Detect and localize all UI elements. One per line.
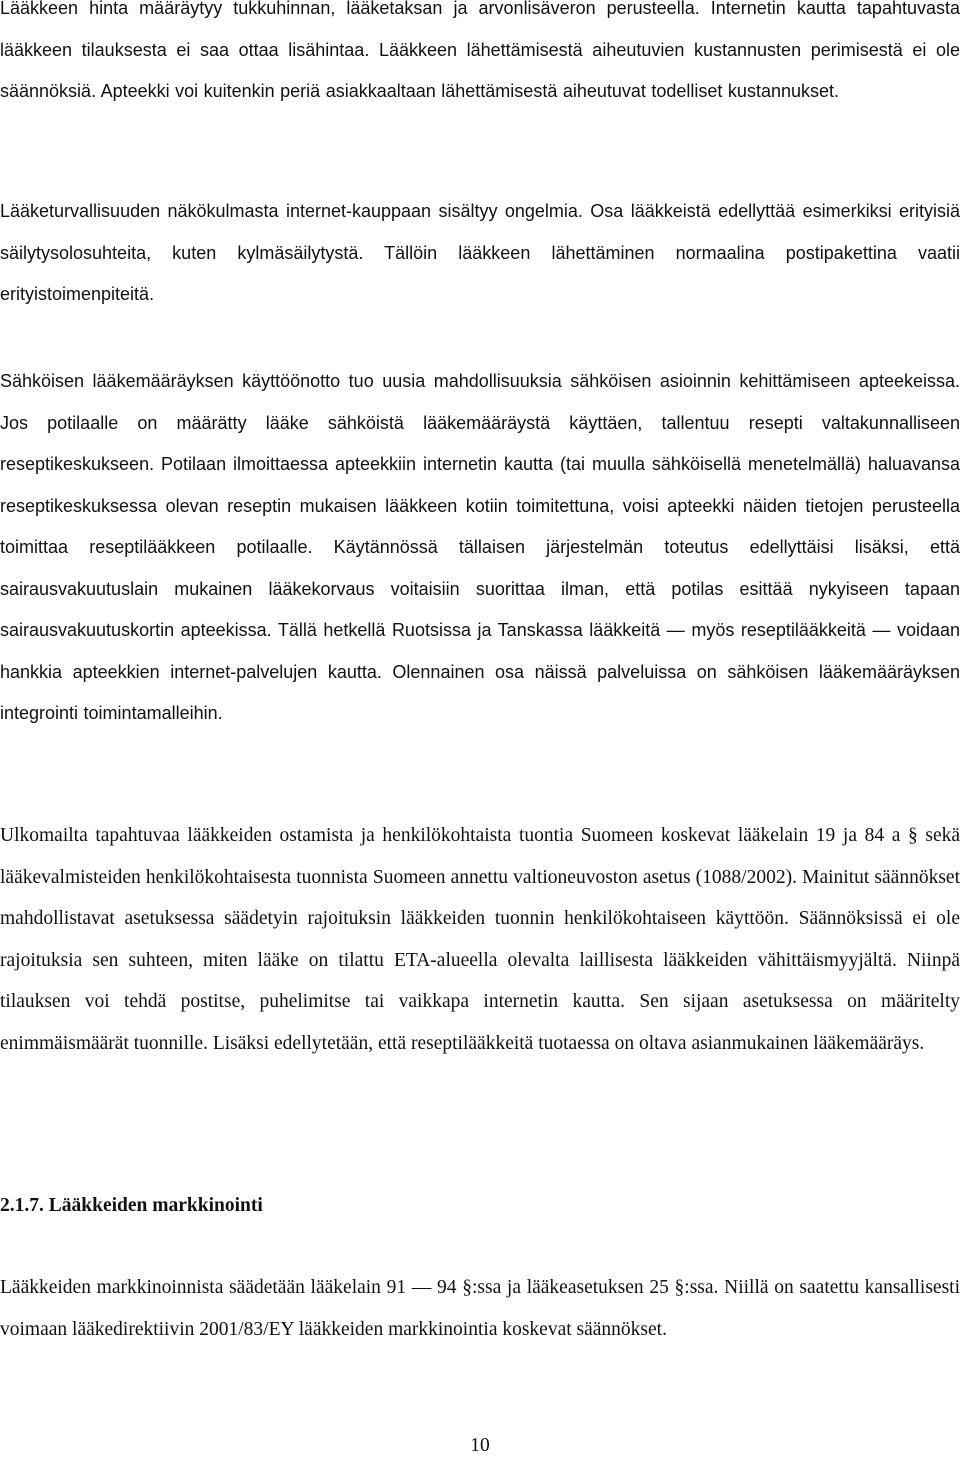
page-number: 10 [470,1435,490,1456]
paragraph-import: Ulkomailta tapahtuvaa lääkkeiden ostamista ja henkilökohtaista tuontia Suomeen koskevat lääkelain 19 ja 84 a § sekä lääkevalmisteiden henkilökohtaisesta tuonnista Suomeen annettu valtioneuvoston asetus (1088/2002). Mainitut säännökset mahdollistavat asetuksessa säädetyin rajoituksin lääkkeiden tuonnin henkilökohtaiseen käyttöön. Säännöksissä ei ole rajoituksia sen suhteen, miten lääke on tilattu ETA-alueella olevalta laillisesta lääkkeiden vähittäismyyjältä. Niinpä tilauksen voi tehdä postitse, puhelimitse tai vaikkapa internetin kautta. Sen sijaan asetuksessa on määritelty enimmäismäärät tuonnille. Lisäksi edellytetään, että reseptilääkkeitä tuotaessa on oltava asianmukainen lääkemääräys. [0,825,960,1054]
paragraph-safety: Lääketurvallisuuden näkökulmasta internet-kauppaan sisältyy ongelmia. Osa lääkkeistä edellyttää esimerkiksi erityisiä säilytysolosuhteita, kuten kylmäsäilytystä. Tällöin lääkkeen lähettäminen normaalina postipakettina vaatii erityistoimenpiteitä. [0,201,960,304]
paragraph-marketing: Lääkkeiden markkinoinnista säädetään lääkelain 91 — 94 §:ssa ja lääkeasetuksen 25 §:ssa. Niillä on saatettu kansallisesti voimaan lääkedirektiivin 2001/83/EY lääkkeiden markkinointia koskevat säännökset. [0,1277,960,1340]
section-heading: 2.1.7. Lääkkeiden markkinointi [0,1195,263,1216]
paragraph-price: Lääkkeen hinta määräytyy tukkuhinnan, lääketaksan ja arvonlisäveron perusteella. Internetin kautta tapahtuvasta lääkkeen tilauksesta ei saa ottaa lisähintaa. Lääkkeen lähettämisestä aiheutuvien kustannusten perimisestä ei ole säännöksiä. Apteekki voi kuitenkin periä asiakkaaltaan lähettämisestä aiheutuvat todelliset kustannukset. [0,0,960,101]
paragraph-eprescription: Sähköisen lääkemääräyksen käyttöönotto tuo uusia mahdollisuuksia sähköisen asioinnin kehittämiseen apteekeissa. Jos potilaalle on määrätty lääke sähköistä lääkemääräystä käyttäen, tallentuu resepti valtakunnalliseen reseptikeskukseen. Potilaan ilmoittaessa apteekkiin internetin kautta (tai muulla sähköisellä menetelmällä) haluavansa reseptikeskuksessa olevan reseptin mukaisen lääkkeen kotiin toimitettuna, voisi apteekki näiden tietojen perusteella toimittaa reseptilääkkeen potilaalle. Käytännössä tällaisen järjestelmän toteutus edellyttäisi lisäksi, että sairausvakuutuslain mukainen lääkekorvaus voitaisiin suorittaa ilman, että potilas esittää nykyiseen tapaan sairausvakuutuskortin apteekissa. Tällä hetkellä Ruotsissa ja Tanskassa lääkkeitä — myös reseptilääkkeitä — voidaan hankkia apteekkien internet-palvelujen kautta. Olennainen osa näissä palveluissa on sähköisen lääkemääräyksen integrointi toimintamalleihin. [0,371,960,723]
